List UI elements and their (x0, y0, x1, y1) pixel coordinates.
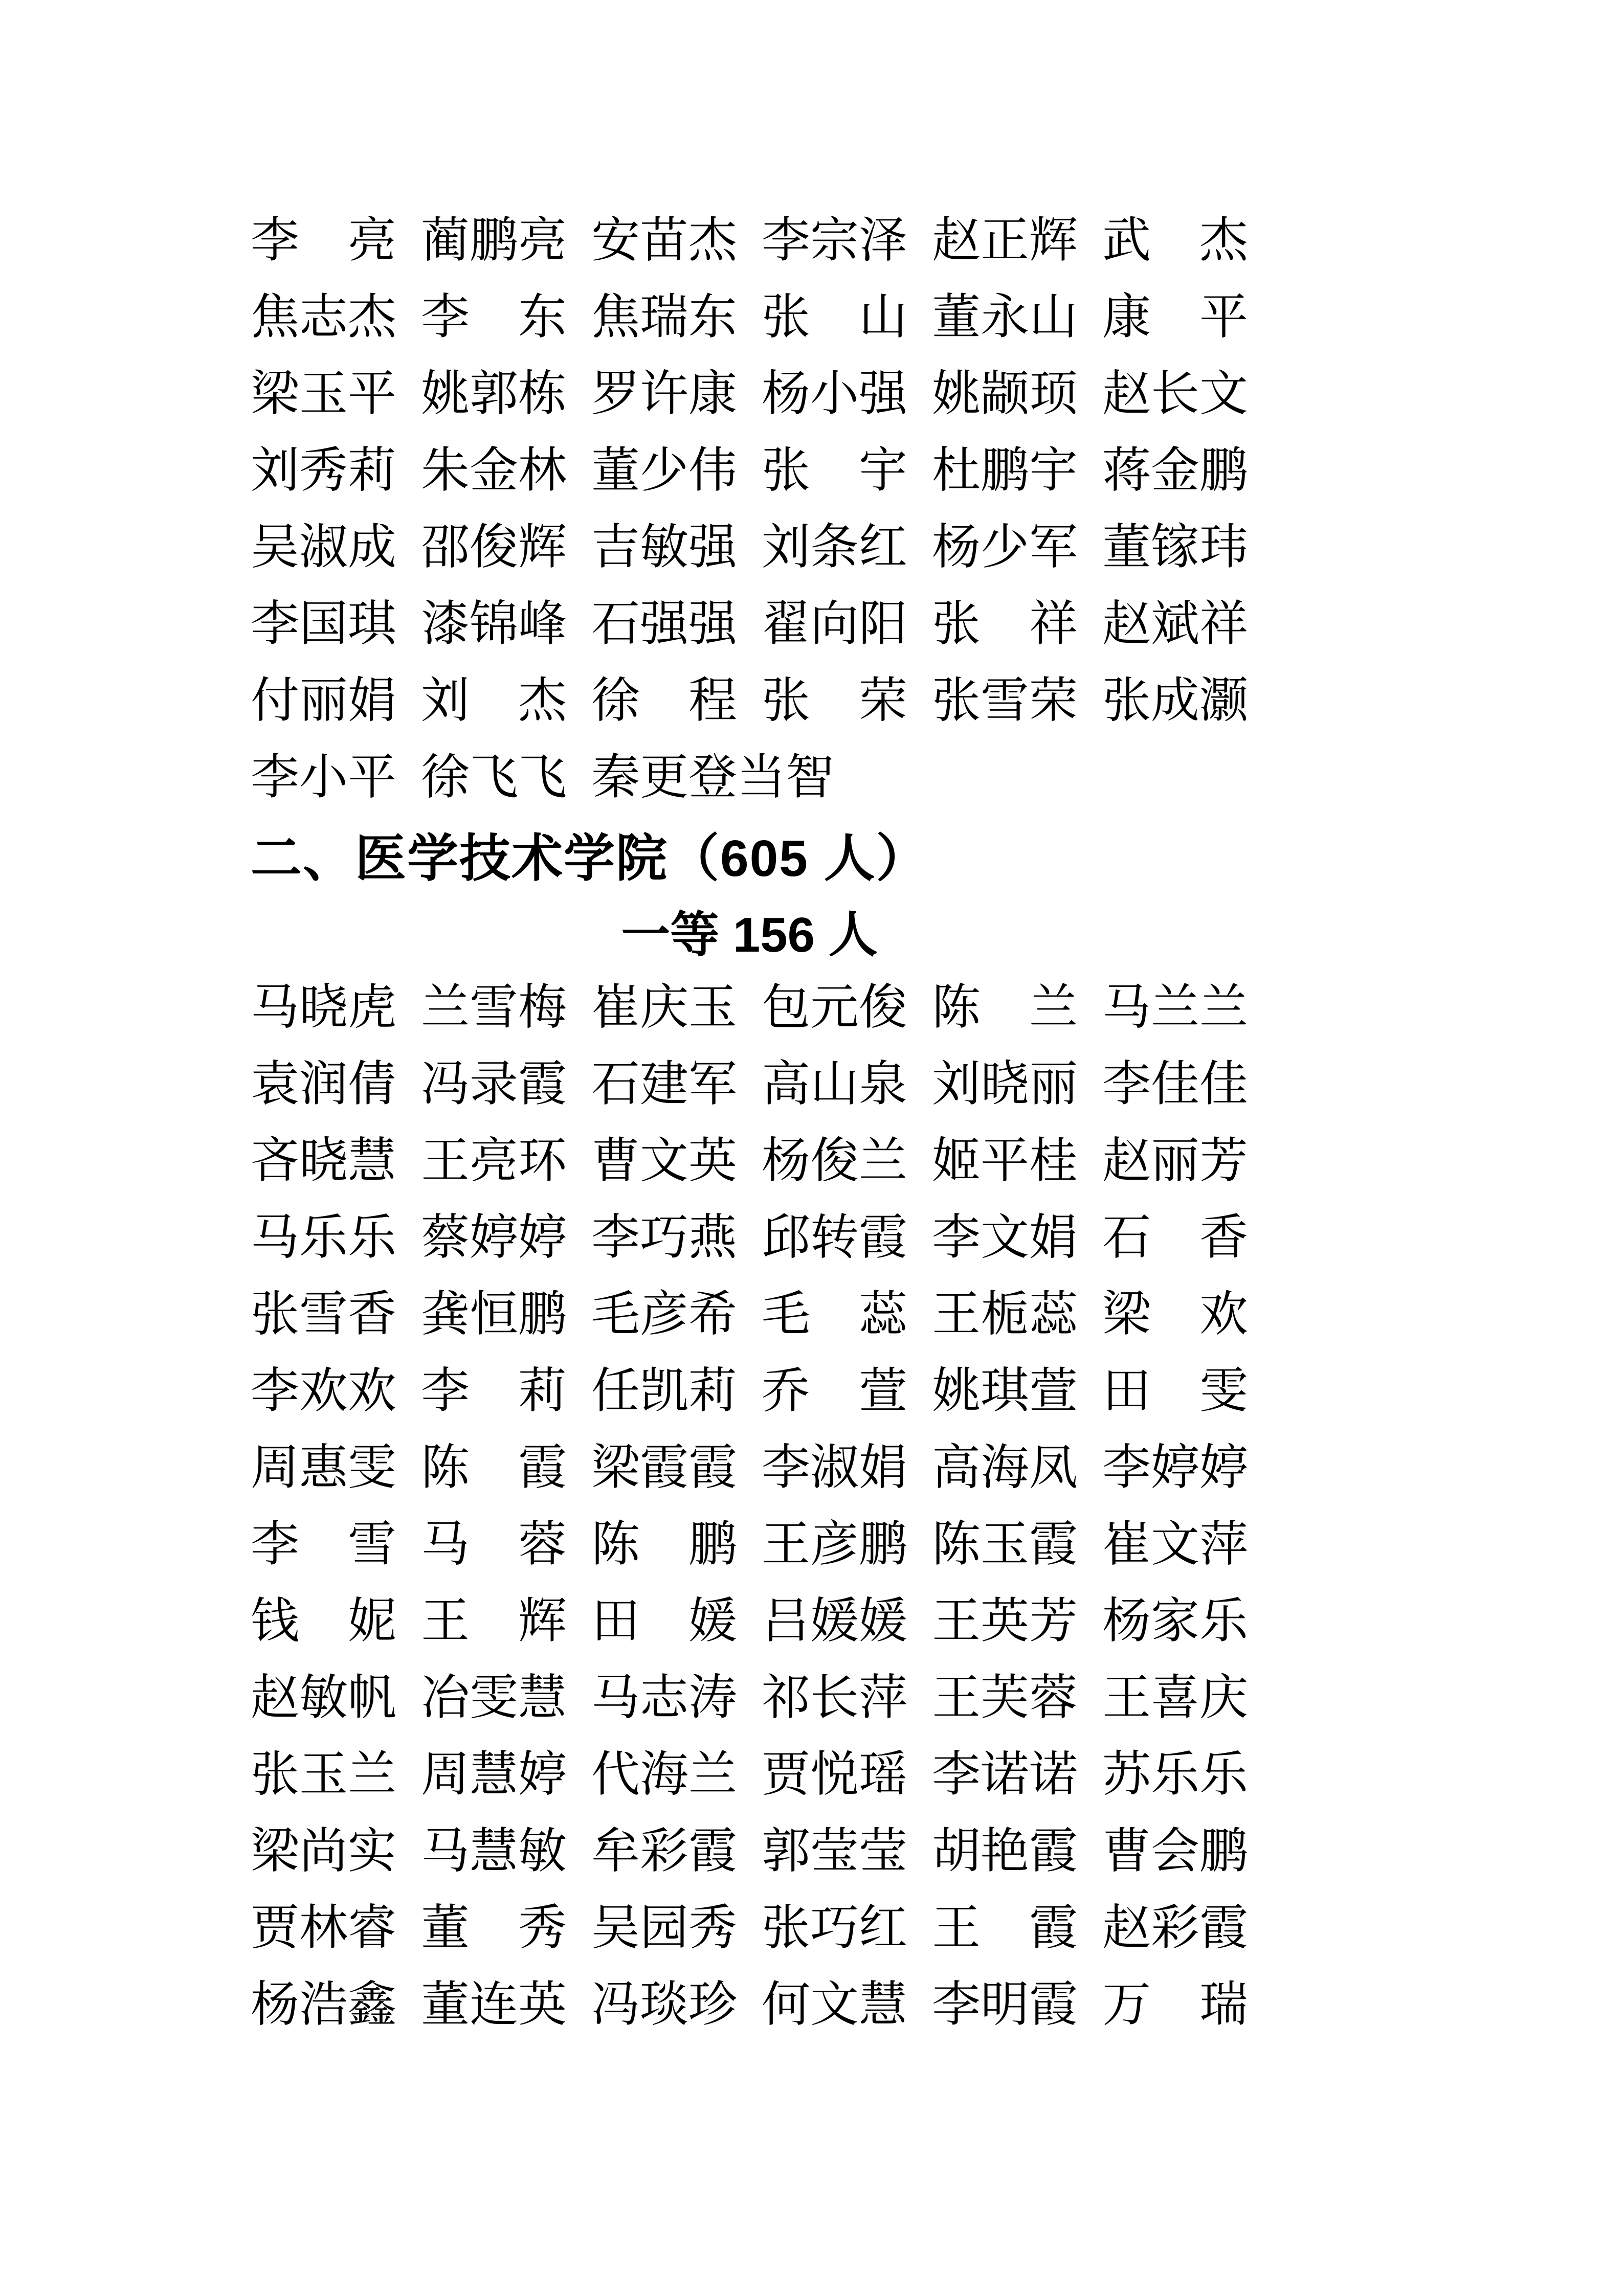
student-name: 杨浩鑫 (251, 1977, 397, 2032)
student-name: 梁霞霞 (591, 1440, 738, 1495)
student-name: 焦志杰 (251, 289, 397, 344)
student-name: 崔庆玉 (591, 980, 738, 1034)
student-name: 李国琪 (251, 596, 397, 651)
student-name: 牟彩霞 (591, 1824, 738, 1878)
name-row (251, 1122, 1248, 1199)
student-name: 毛 蕊 (762, 1287, 908, 1341)
student-name: 赵斌祥 (1102, 596, 1249, 651)
student-name: 赵彩霞 (1102, 1900, 1249, 1955)
student-name: 陈 霞 (421, 1440, 567, 1495)
student-name: 马晓虎 (251, 980, 397, 1034)
student-name: 姚颛顼 (932, 366, 1078, 421)
student-name: 杜鹏宇 (932, 443, 1078, 498)
student-name: 董连英 (421, 1977, 567, 2032)
student-name: 邵俊辉 (421, 520, 567, 574)
student-name: 李淑娟 (762, 1440, 908, 1495)
student-name: 王喜庆 (1102, 1670, 1249, 1725)
student-name: 蒋金鹏 (1102, 443, 1249, 498)
student-name: 武 杰 (1102, 213, 1249, 267)
student-name: 马慧敏 (421, 1824, 567, 1878)
name-row (251, 969, 1248, 1046)
student-name: 李 亮 (251, 213, 397, 267)
name-row (251, 1659, 1248, 1736)
student-name: 张玉兰 (251, 1747, 397, 1802)
student-name: 焦瑞东 (591, 289, 738, 344)
student-name: 王栀蕊 (932, 1287, 1078, 1341)
student-name: 赵敏帆 (251, 1670, 397, 1725)
student-name: 陈 兰 (932, 980, 1078, 1034)
name-row (251, 1429, 1248, 1506)
student-name: 李 莉 (421, 1363, 567, 1418)
section1-name-grid (251, 202, 1248, 816)
student-name: 冯录霞 (421, 1056, 567, 1111)
student-name: 李小平 (251, 750, 397, 804)
student-name: 高海凤 (932, 1440, 1078, 1495)
student-name: 任凯莉 (591, 1363, 738, 1418)
student-name: 罗许康 (591, 366, 738, 421)
student-name: 何文慧 (762, 1977, 908, 2032)
student-name: 马 蓉 (421, 1517, 567, 1571)
name-row (251, 509, 1248, 586)
student-name: 漆锦峰 (421, 596, 567, 651)
name-row (251, 432, 1248, 509)
student-name: 杨少军 (932, 520, 1078, 574)
section2-subheading-first-class-count: 一等 156 人 (621, 907, 878, 962)
student-name: 张巧红 (762, 1900, 908, 1955)
student-name: 钱 妮 (251, 1593, 397, 1648)
name-row (251, 1506, 1248, 1583)
name-row (251, 355, 1248, 432)
student-name: 张 祥 (932, 596, 1078, 651)
student-name: 龚恒鹏 (421, 1287, 567, 1341)
name-row (251, 1889, 1248, 1966)
name-row (251, 1966, 1248, 2043)
student-name: 杨小强 (762, 366, 908, 421)
student-name: 李佳佳 (1102, 1056, 1249, 1111)
student-name: 赵长文 (1102, 366, 1249, 421)
student-name: 毛彦希 (591, 1287, 738, 1341)
student-name: 马乐乐 (251, 1210, 397, 1265)
student-name: 张 荣 (762, 673, 908, 728)
student-name: 赵丽芳 (1102, 1133, 1249, 1188)
student-name: 董永山 (932, 289, 1078, 344)
name-row (251, 1276, 1248, 1353)
student-name: 张 山 (762, 289, 908, 344)
student-name: 石强强 (591, 596, 738, 651)
student-name: 朱金林 (421, 443, 567, 498)
student-name: 邱转霞 (762, 1210, 908, 1265)
student-name: 刘晓丽 (932, 1056, 1078, 1111)
student-name: 冯琰珍 (591, 1977, 738, 2032)
student-name: 王亮环 (421, 1133, 567, 1188)
student-name: 杨家乐 (1102, 1593, 1249, 1648)
section2-name-grid (251, 969, 1248, 2043)
student-name: 曹会鹏 (1102, 1824, 1249, 1878)
student-name: 杨俊兰 (762, 1133, 908, 1188)
student-name: 崔文萍 (1102, 1517, 1249, 1571)
student-name: 付丽娟 (251, 673, 397, 728)
student-name: 董 秀 (421, 1900, 567, 1955)
student-name: 王 辉 (421, 1593, 567, 1648)
student-name: 梁 欢 (1102, 1287, 1249, 1341)
student-name: 李 雪 (251, 1517, 397, 1571)
student-name: 安苗杰 (591, 213, 738, 267)
student-name: 康 平 (1102, 289, 1249, 344)
student-name: 姚郭栋 (421, 366, 567, 421)
student-name: 董镓玮 (1102, 520, 1249, 574)
student-name: 周惠雯 (251, 1440, 397, 1495)
student-name: 张成灏 (1102, 673, 1249, 728)
student-name: 王芙蓉 (932, 1670, 1078, 1725)
student-name: 张 宇 (762, 443, 908, 498)
student-name: 李欢欢 (251, 1363, 397, 1418)
student-name: 梁尚实 (251, 1824, 397, 1878)
student-name: 兰雪梅 (421, 980, 567, 1034)
student-name: 王 霞 (932, 1900, 1078, 1955)
student-name: 吴淑成 (251, 520, 397, 574)
student-name: 秦更登当智 (591, 750, 835, 804)
student-name: 张雪香 (251, 1287, 397, 1341)
student-name: 周慧婷 (421, 1747, 567, 1802)
student-name: 蔺鹏亮 (421, 213, 567, 267)
student-name: 吝晓慧 (251, 1133, 397, 1188)
student-name: 董少伟 (591, 443, 738, 498)
student-name: 刘 杰 (421, 673, 567, 728)
student-name: 刘条红 (762, 520, 908, 574)
student-name: 高山泉 (762, 1056, 908, 1111)
student-name: 王彦鹏 (762, 1517, 908, 1571)
student-name: 胡艳霞 (932, 1824, 1078, 1878)
student-name: 李文娟 (932, 1210, 1078, 1265)
name-row (251, 662, 1248, 739)
student-name: 石建军 (591, 1056, 738, 1111)
student-name: 吴园秀 (591, 1900, 738, 1955)
student-name: 祁长萍 (762, 1670, 908, 1725)
student-name: 姬平桂 (932, 1133, 1078, 1188)
student-name: 田 雯 (1102, 1363, 1249, 1418)
document-content (251, 202, 1248, 2043)
name-row (251, 1199, 1248, 1276)
student-name: 赵正辉 (932, 213, 1078, 267)
student-name: 李诺诺 (932, 1747, 1078, 1802)
name-row (251, 739, 1248, 816)
student-name: 包元俊 (762, 980, 908, 1034)
student-name: 袁润倩 (251, 1056, 397, 1111)
name-row (251, 1813, 1248, 1889)
student-name: 马兰兰 (1102, 980, 1249, 1034)
student-name: 蔡婷婷 (421, 1210, 567, 1265)
student-name: 冶雯慧 (421, 1670, 567, 1725)
student-name: 王英芳 (932, 1593, 1078, 1648)
student-name: 李明霞 (932, 1977, 1078, 2032)
student-name: 李宗泽 (762, 213, 908, 267)
student-name: 田 媛 (591, 1593, 738, 1648)
student-name: 梁玉平 (251, 366, 397, 421)
student-name: 吕媛媛 (762, 1593, 908, 1648)
student-name: 贾林睿 (251, 1900, 397, 1955)
student-name: 张雪荣 (932, 673, 1078, 728)
name-row (251, 202, 1248, 279)
student-name: 郭莹莹 (762, 1824, 908, 1878)
student-name: 翟向阳 (762, 596, 908, 651)
student-name: 李 东 (421, 289, 567, 344)
name-row (251, 586, 1248, 662)
student-name: 徐飞飞 (421, 750, 567, 804)
student-name: 刘秀莉 (251, 443, 397, 498)
student-name: 姚琪萱 (932, 1363, 1078, 1418)
student-name: 曹文英 (591, 1133, 738, 1188)
student-name: 李巧燕 (591, 1210, 738, 1265)
name-row (251, 1583, 1248, 1659)
student-name: 马志涛 (591, 1670, 738, 1725)
name-row (251, 279, 1248, 355)
student-name: 吉敏强 (591, 520, 738, 574)
student-name: 石 香 (1102, 1210, 1249, 1265)
student-name: 万 瑞 (1102, 1977, 1249, 2032)
section2-heading: 二、医学技术学院（605 人） (251, 830, 928, 887)
name-row (251, 1046, 1248, 1122)
name-row (251, 1353, 1248, 1429)
student-name: 贾悦瑶 (762, 1747, 908, 1802)
student-name: 乔 萱 (762, 1363, 908, 1418)
student-name: 陈 鹏 (591, 1517, 738, 1571)
student-name: 代海兰 (591, 1747, 738, 1802)
student-name: 李婷婷 (1102, 1440, 1249, 1495)
student-name: 陈玉霞 (932, 1517, 1078, 1571)
student-name: 苏乐乐 (1102, 1747, 1249, 1802)
student-name: 徐 程 (591, 673, 738, 728)
name-row (251, 1736, 1248, 1813)
